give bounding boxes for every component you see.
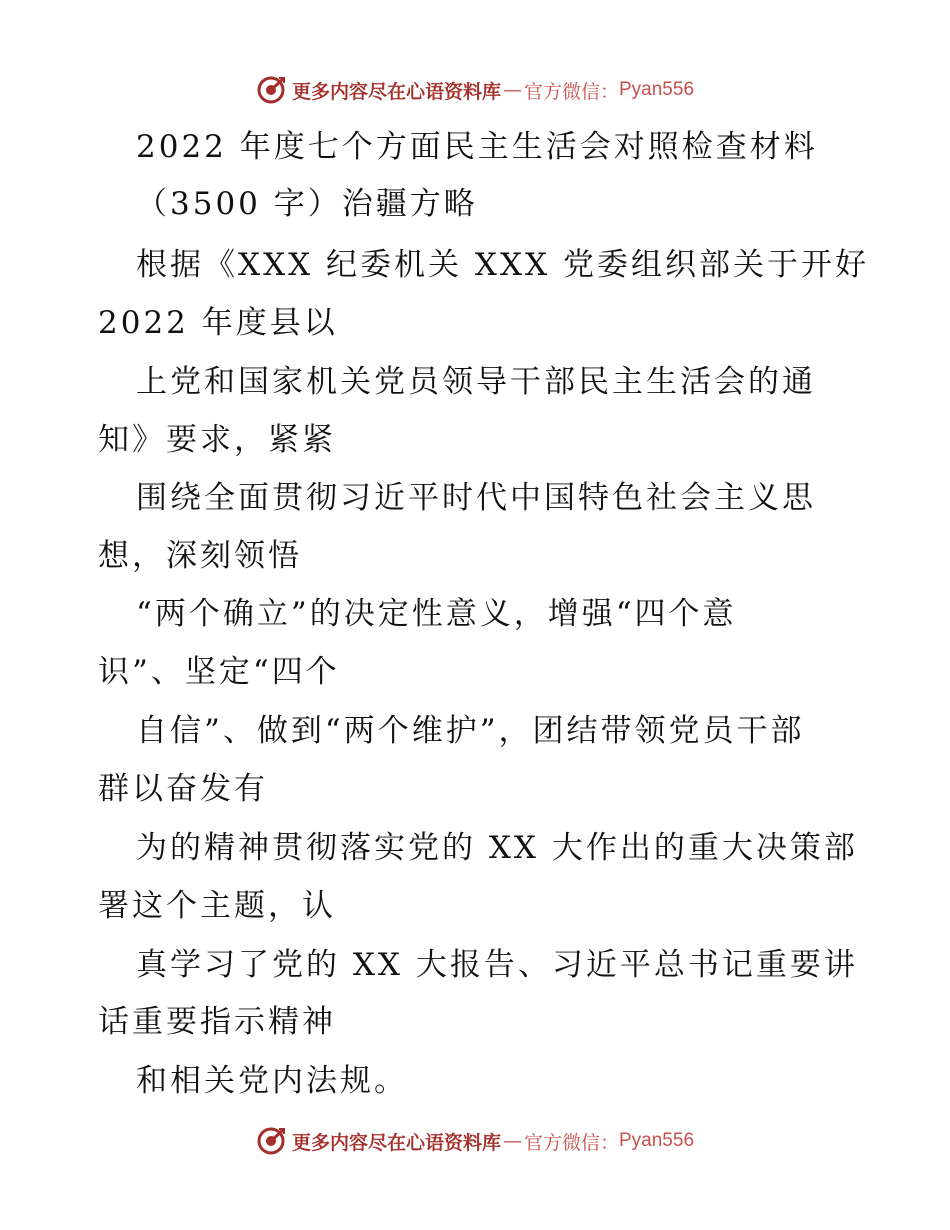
body-line: 根据《XXX 纪委机关 XXX 党委组织部关于开好	[136, 247, 869, 283]
banner-wechat-id: Pyan556	[619, 1130, 695, 1151]
body-line: 上党和国家机关党员领导干部民主生活会的通	[136, 364, 816, 400]
brand-logo-icon	[256, 1126, 286, 1156]
body-line: “两个确立”的决定性意义，增强“四个意	[136, 596, 737, 632]
brand-logo-icon	[256, 75, 286, 105]
banner-dash: —	[502, 1130, 522, 1152]
body-line: 识”、坚定“四个	[98, 654, 340, 690]
body-line: 群以奋发有	[98, 771, 268, 807]
document-title-line-2: （3500 字）治疆方略	[136, 186, 478, 222]
banner-wechat-label: 官方微信：	[523, 1131, 619, 1154]
banner-wechat-label: 官方微信：	[523, 80, 619, 103]
body-line: 话重要指示精神	[98, 1004, 336, 1040]
body-line: 想，深刻领悟	[98, 538, 302, 574]
body-line: 2022 年度县以	[98, 305, 338, 341]
body-line: 真学习了党的 XX 大报告、习近平总书记重要讲	[136, 947, 858, 983]
banner-slogan: 更多内容尽在心语资料库	[291, 80, 501, 103]
footer-banner	[0, 1121, 950, 1161]
body-line: 为的精神贯彻落实党的 XX 大作出的重大决策部	[136, 830, 858, 866]
body-line: 和相关党内法规。	[136, 1063, 408, 1099]
header-banner	[0, 70, 950, 110]
body-line: 署这个主题，认	[98, 888, 336, 924]
banner-wechat-id: Pyan556	[619, 79, 695, 100]
body-line: 围绕全面贯彻习近平时代中国特色社会主义思	[136, 480, 816, 516]
body-line: 知》要求，紧紧	[98, 422, 336, 458]
document-title-line-1: 2022 年度七个方面民主生活会对照检查材料	[136, 129, 818, 165]
body-line: 自信”、做到“两个维护”，团结带领党员干部	[136, 713, 805, 749]
banner-slogan: 更多内容尽在心语资料库	[291, 1131, 501, 1154]
banner-dash: —	[502, 79, 522, 101]
